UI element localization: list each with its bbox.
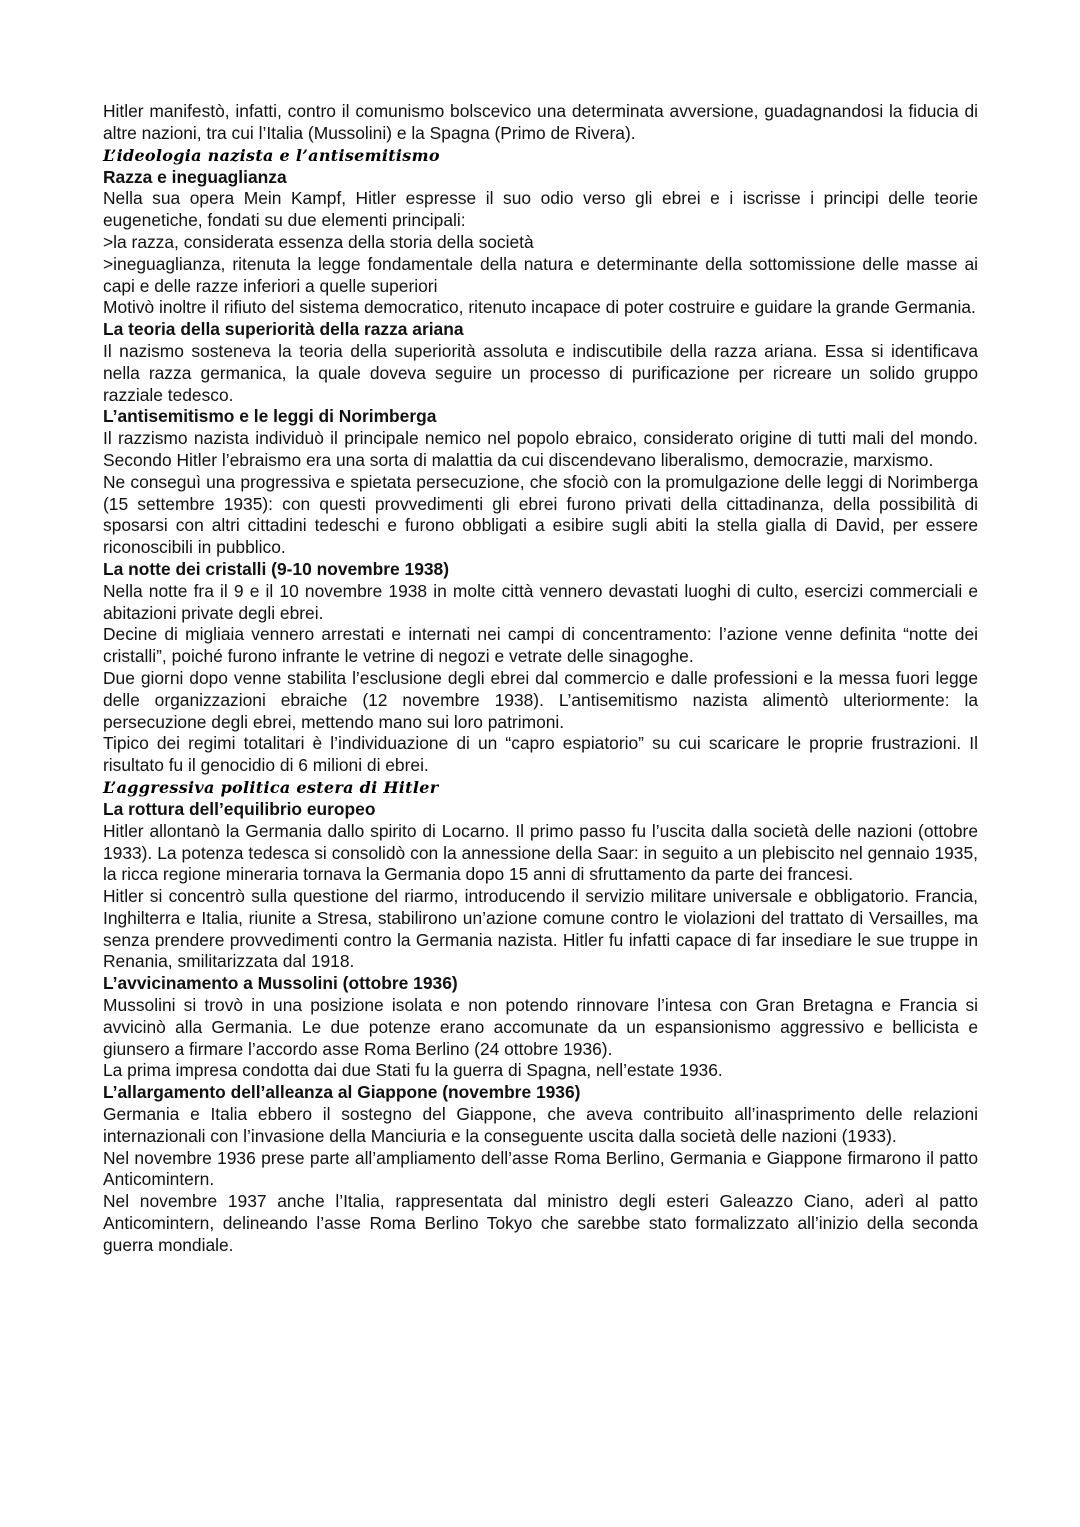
paragraph: Due giorni dopo venne stabilita l’esclusione degli ebrei dal commercio e dalle professioni e la messa fuori legge delle organizzazioni ebraiche (12 novembre 1938). L’antisemitismo nazista alimentò ulteriormente: la persecuzione degli ebrei, mettendo mano sui loro patrimoni. bbox=[103, 667, 978, 732]
paragraph: Il razzismo nazista individuò il principale nemico nel popolo ebraico, considerato origine di tutti mali del mondo. Secondo Hitler l’ebraismo era una sorta di malattia da cui discendevano liberalismo, democrazie, marxismo. bbox=[103, 428, 978, 470]
list-item: >la razza, considerata essenza della storia della società bbox=[103, 231, 534, 252]
paragraph: Ne conseguì una progressiva e spietata persecuzione, che sfociò con la promulgazione delle leggi di Norimberga (15 settembre 1935): con questi provvedimenti gli ebrei furono privati della cittadinanza, della possibilità di sposarsi con altri cittadini tedeschi e furono obbligati a esibire sugli abiti la stella gialla di David, per essere riconoscibili in pubblico. bbox=[103, 471, 978, 558]
paragraph: Nel novembre 1936 prese parte all’ampliamento dell’asse Roma Berlino, Germania e Giappone firmarono il patto Anticomintern. bbox=[103, 1147, 978, 1190]
paragraph: Nella sua opera Mein Kampf, Hitler espresse il suo odio verso gli ebrei e i iscrisse i principi delle teorie eugenetiche, fondati su due elementi principali: bbox=[103, 188, 978, 231]
subheading: La notte dei cristalli (9-10 novembre 1938) bbox=[103, 558, 450, 579]
list-item: >ineguaglianza, ritenuta la legge fondamentale della natura e determinante della sottomissione delle masse ai capi e delle razze inferiori a quelle superiori bbox=[103, 253, 978, 296]
paragraph: Nella notte fra il 9 e il 10 novembre 1938 in molte città vennero devastati luoghi di culto, esercizi commerciali e abitazioni private degli ebrei. bbox=[103, 580, 978, 623]
document-page bbox=[103, 101, 978, 1257]
paragraph: Hitler allontanò la Germania dallo spirito di Locarno. Il primo passo fu l’uscita dalla società delle nazioni (ottobre 1933). La potenza tedesca si consolidò con la annessione della Saar: in seguito a un plebiscito nel gennaio 1935, la ricca regione mineraria tornava la Germania dopo 15 anni di sfruttamento da parte dei francesi. bbox=[103, 820, 978, 885]
paragraph: Tipico dei regimi totalitari è l’individuazione di un “capro espiatorio” su cui scaricare le proprie frustrazioni. Il risultato fu il genocidio di 6 milioni di ebrei. bbox=[103, 733, 978, 776]
paragraph: Il nazismo sosteneva la teoria della superiorità assoluta e indiscutibile della razza ariana. Essa si identificava nella razza germanica, la quale doveva seguire un processo di purificazione per ricreare un solido gruppo razziale tedesco. bbox=[103, 340, 978, 405]
subheading: L’allargamento dell’alleanza al Giappone (novembre 1936) bbox=[103, 1082, 581, 1103]
paragraph: Mussolini si trovò in una posizione isolata e non potendo rinnovare l’intesa con Gran Bretagna e Francia si avvicinò alla Germania. Le due potenze erano accomunate da un espansionismo aggressivo e bellicista e giunsero a firmare l’accordo asse Roma Berlino (24 ottobre 1936). bbox=[103, 995, 978, 1059]
paragraph: La prima impresa condotta dai due Stati fu la guerra di Spagna, nell’estate 1936. bbox=[103, 1060, 723, 1081]
subheading: L’avvicinamento a Mussolini (ottobre 1936) bbox=[103, 973, 458, 994]
paragraph: Decine di migliaia vennero arrestati e internati nei campi di concentramento: l’azione venne definita “notte dei cristalli”, poiché furono infrante le vetrine di negozi e vetrate delle sinagoghe. bbox=[103, 624, 978, 667]
paragraph: Hitler si concentrò sulla questione del riarmo, introducendo il servizio militare universale e obbligatorio. Francia, Inghilterra e Italia, riunite a Stresa, stabilirono un’azione comune contro le violazioni del trattato di Versailles, ma senza prendere provvedimenti contro la Germania nazista. Hitler fu infatti capace di far insediare le sue truppe in Renania, smilitarizzata dal 1918. bbox=[103, 886, 978, 972]
subheading: Razza e ineguaglianza bbox=[103, 166, 287, 187]
section-heading: L’aggressiva politica estera di Hitler bbox=[103, 777, 439, 797]
subheading: La rottura dell’equilibrio europeo bbox=[103, 798, 376, 819]
subheading: La teoria della superiorità della razza ariana bbox=[103, 319, 464, 340]
paragraph: Hitler manifestò, infatti, contro il comunismo bolscevico una determinata avversione, guadagnandosi la fiducia di altre nazioni, tra cui l’Italia (Mussolini) e la Spagna (Primo de Rivera). bbox=[103, 101, 978, 143]
paragraph: Motivò inoltre il rifiuto del sistema democratico, ritenuto incapace di poter costruire e guidare la grande Germania. bbox=[103, 297, 976, 318]
subheading: L’antisemitismo e le leggi di Norimberga bbox=[103, 406, 437, 427]
paragraph: Germania e Italia ebbero il sostegno del Giappone, che aveva contribuito all’inasprimento delle relazioni internazionali con l’invasione della Manciuria e la conseguente uscita dalla società delle nazioni (1933). bbox=[103, 1104, 978, 1146]
paragraph: Nel novembre 1937 anche l’Italia, rappresentata dal ministro degli esteri Galeazzo Ciano, aderì al patto Anticomintern, delineando l’asse Roma Berlino Tokyo che sarebbe stato formalizzato all’inizio della seconda guerra mondiale. bbox=[103, 1191, 978, 1255]
section-heading: L’ideologia nazista e l’antisemitismo bbox=[103, 145, 440, 165]
